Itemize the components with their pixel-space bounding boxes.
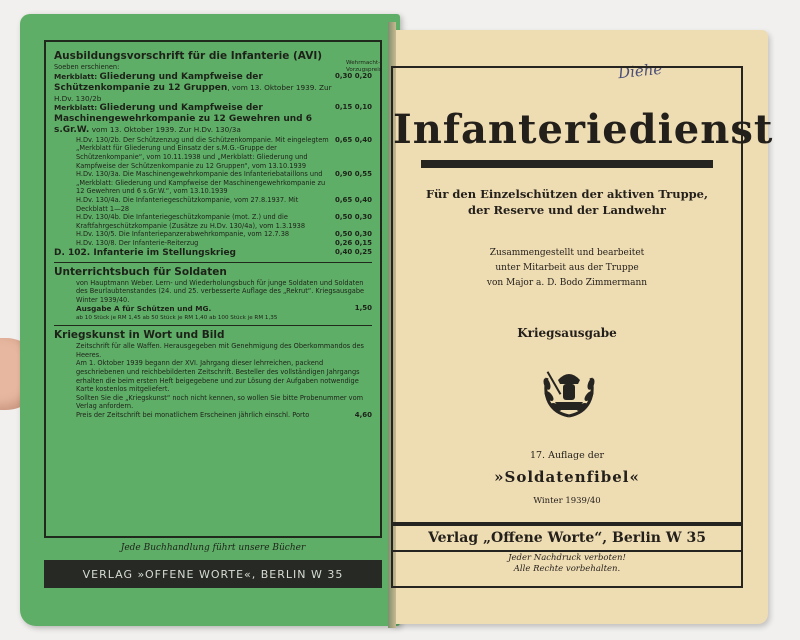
merkblatt-1-price: 0,30 0,20: [335, 71, 372, 80]
compiled-line-3: von Major a. D. Bodo Zimmermann: [486, 278, 648, 288]
item-3-price: 0,65 0,40: [335, 196, 372, 205]
compiled-line-2: unter Mitarbeit aus der Truppe: [495, 263, 639, 273]
item-7-text: D. 102. Infanterie im Stellungskrieg: [54, 247, 237, 258]
item-5-price: 0,50 0,30: [335, 230, 372, 239]
divider: [54, 325, 372, 326]
merkblatt-2-price: 0,15 0,10: [335, 102, 372, 111]
list-item: [54, 230, 372, 239]
subtitle: [403, 186, 731, 218]
kriegskunst-text-4: Preis der Zeitschrift bei monatlichem Erscheinen jährlich einschl. Porto: [76, 411, 310, 420]
kriegskunst-price-row: [54, 411, 372, 420]
book-title: Infanteriedienst: [393, 106, 774, 153]
winter-label: Winter 1939/40: [533, 496, 601, 506]
unterrichtsbuch-text: von Hauptmann Weber. Lern- und Wiederholungsbuch für junge Soldaten und Soldaten des Beurlaubtenstandes (24. und 25. verbesserte Auflage des „Rekrut“. Kriegsausgabe Winter 1939/40.: [76, 278, 365, 304]
list-item: [54, 170, 372, 196]
item-1-price: 0,65 0,40: [335, 135, 372, 144]
item-3-text: H.Dv. 130/4a. Die Infanteriegeschützkompanie, vom 27.8.1937. Mit Deckblatt 1—28: [76, 196, 299, 213]
merkblatt-1: [54, 72, 372, 103]
ad-heading: Ausbildungsvorschrift für die Infanterie (AVI): [54, 50, 323, 62]
series-title: »Soldatenfibel«: [494, 468, 640, 486]
merkblatt-2-label: Merkblatt:: [54, 102, 98, 112]
unterrichtsbuch-price: 1,50: [354, 304, 372, 313]
list-item: [54, 213, 372, 230]
bookstore-note: Jede Buchhandlung führt unsere Bücher: [120, 543, 306, 553]
publisher-banner: VERLAG »OFFENE WORTE«, BERLIN W 35: [44, 560, 382, 588]
title-underline: [421, 160, 713, 168]
soeben-text: Soeben erschienen:: [54, 63, 120, 71]
compiled-line-1: Zusammengestellt und bearbeitet: [489, 248, 645, 258]
footer-rule: [391, 522, 743, 526]
merkblatt-2-title: Gliederung und Kampfweise der Maschinengewehrkompanie zu 12 Gewehren und 6 s.Gr.W.: [54, 102, 312, 135]
merkblatt-1-date: , vom 13. Oktober 1939. Zur H.Dv. 130/2b: [54, 82, 332, 103]
auflage-label: 17. Auflage der: [529, 450, 605, 461]
item-4-text: H.Dv. 130/4b. Die Infanteriegeschützkompanie (mot. Z.) und die Kraftfahrgeschützkompanie (Zusätze zu H.Dv. 130/4a), vom 1.3.1938: [76, 213, 306, 230]
divider: [54, 262, 372, 263]
item-6-text: H.Dv. 130/8. Der Infanterie-Reiterzug: [76, 239, 199, 248]
unterrichtsbuch-heading: Unterrichtsbuch für Soldaten: [54, 265, 227, 278]
soldier-wreath-icon: [541, 358, 597, 420]
advertisement-frame: [44, 40, 382, 538]
merkblatt-1-title: Gliederung und Kampfweise der Schützenkompanie zu 12 Gruppen: [54, 71, 263, 93]
list-item: [54, 196, 372, 213]
item-1-text: H.Dv. 130/2b. Der Schützenzug und die Schützenkompanie. Mit eingelegtem „Merkblatt für Gliederung und Einsatz der s.M.G.-Gruppe der Schützenkompanie“, vom 10.11.1938 und „Merkblatt: Gliederung und Kampfweise der Schützenkompanie zu 12 Gruppen“, vom 13.10.1939: [76, 135, 329, 170]
kriegskunst-text-3: Sollten Sie die „Kriegskunst“ noch nicht kennen, so wollen Sie bitte Probenummer vom Verlag anfordern.: [76, 393, 364, 411]
item-5-text: H.Dv. 130/5. Die Infanteriepanzerabwehrkompanie, vom 12.7.38: [76, 230, 290, 239]
rights-line-1: Jeder Nachdruck verboten!: [508, 553, 626, 563]
item-2-text: H.Dv. 130/3a. Die Maschinengewehrkompanie des Infanteriebataillons und „Merkblatt: Gliederung und Kampfweise der Maschinengewehrkompanie zu 12 Gewehren und 6 s.Gr.W.“, vom 13.10.1939: [76, 170, 326, 196]
item-2-price: 0,90 0,55: [335, 170, 372, 179]
merkblatt-2-date: vom 13. Oktober 1939. Zur H.Dv. 130/3a: [91, 124, 241, 134]
list-item: [54, 248, 372, 259]
unterrichtsbuch-ausgabe: Ausgabe A für Schützen und MG.: [76, 304, 212, 314]
handwritten-signature: Diehe: [617, 59, 664, 83]
kriegskunst-price: 4,60: [354, 411, 372, 420]
unterrichtsbuch-bulk: ab 10 Stück je RM 1,45 ab 50 Stück je RM 1,40 ab 100 Stück je RM 1,35: [76, 314, 278, 321]
merkblatt-2: [54, 103, 372, 136]
subtitle-line-2: der Reserve und der Landwehr: [468, 203, 666, 217]
kriegskunst-heading: Kriegskunst in Wort und Bild: [54, 329, 225, 342]
edition-label: Kriegsausgabe: [517, 326, 617, 340]
title-frame: [391, 66, 774, 552]
price-header: Wehrmacht-Vorzugspreis: [346, 60, 382, 73]
unterrichtsbuch-ausgabe-row: [54, 304, 372, 313]
item-6-price: 0,26 0,15: [335, 239, 372, 248]
publisher-line: Verlag „Offene Worte“, Berlin W 35: [428, 530, 706, 546]
compiled-by: [403, 246, 731, 291]
rights-line-2: Alle Rechte vorbehalten.: [513, 564, 621, 574]
kriegskunst-text-1: Zeitschrift für alle Waffen. Herausgegeben mit Genehmigung des Oberkommandos des Heeres.: [76, 342, 364, 359]
list-item: [54, 239, 372, 248]
footer-frame: [391, 548, 743, 588]
item-4-price: 0,50 0,30: [335, 213, 372, 222]
item-7-price: 0,40 0,25: [335, 247, 372, 256]
kriegskunst-text-2: Am 1. Oktober 1939 begann der XVI. Jahrgang dieser lehrreichen, packend geschriebenen und reichbebilderten Zeitschrift. Besteller des vollständigen Jahrgangs erhalten die beim ersten Heft beigegebene und zur Lösung der Aufgaben notwendige Karte kostenlos mitgeliefert.: [76, 359, 360, 394]
subtitle-line-1: Für den Einzelschützen der aktiven Truppe,: [426, 187, 708, 201]
list-item: [54, 136, 372, 170]
merkblatt-1-label: Merkblatt:: [54, 71, 98, 81]
